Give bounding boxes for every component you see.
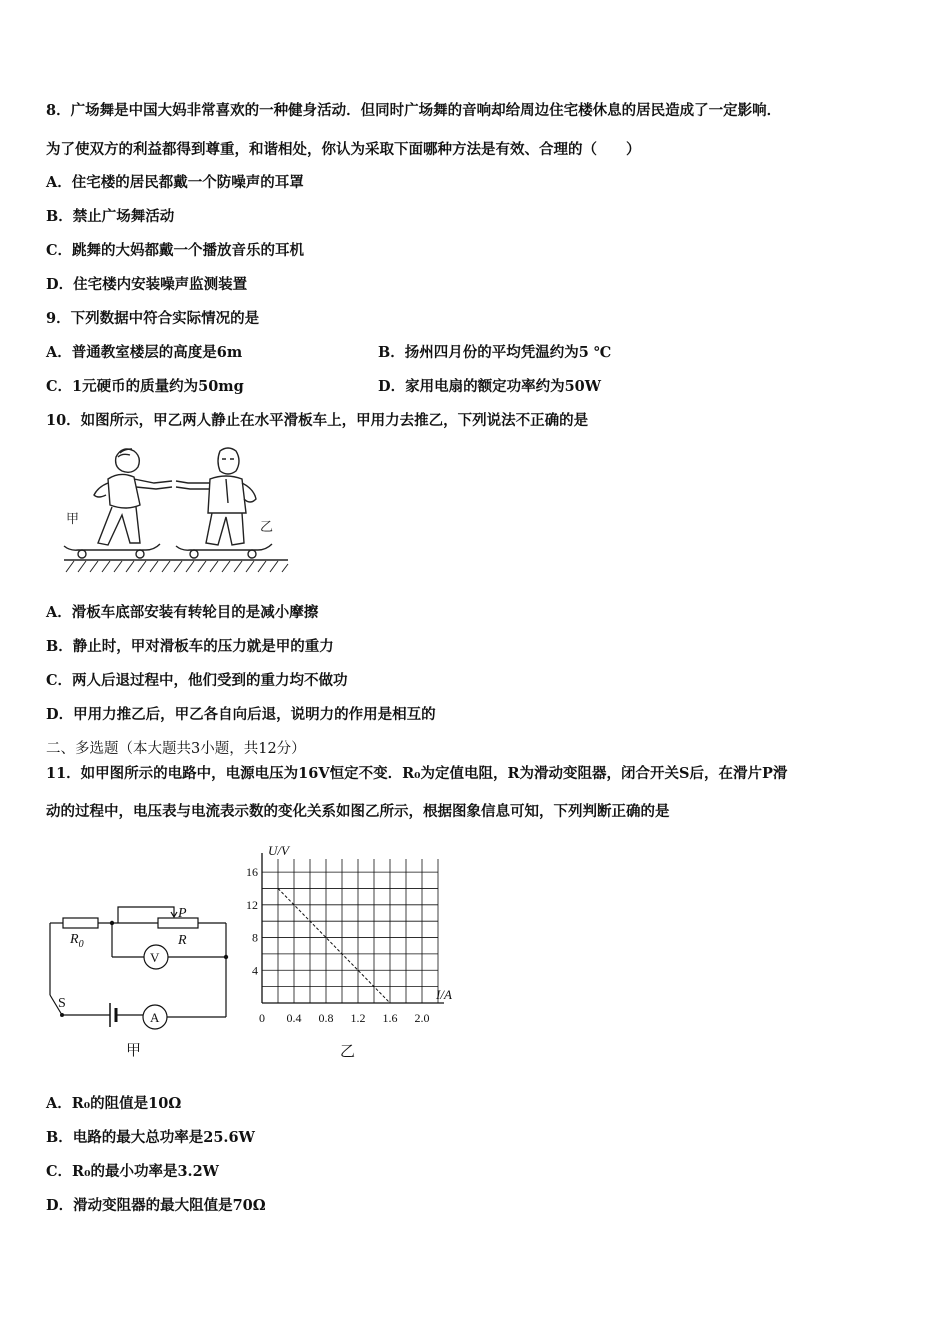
- chart-x-label: I/A: [436, 987, 452, 1002]
- q9-option-c: C．1元硬币的质量约为50mg: [46, 378, 244, 395]
- q10-stem: 10．如图所示，甲乙两人静止在水平滑板车上，甲用力去推乙，下列说法不正确的是: [46, 412, 589, 429]
- q11-option-b: B．电路的最大总功率是25.6W: [46, 1129, 255, 1146]
- q11-option-d: D．滑动变阻器的最大阻值是70Ω: [46, 1197, 266, 1214]
- q9-option-d: D．家用电扇的额定功率约为50W: [378, 378, 602, 395]
- y-tick-label: 12: [246, 897, 258, 912]
- chart-ticks: [246, 865, 430, 1025]
- q9-stem: 9．下列数据中符合实际情况的是: [46, 310, 260, 327]
- q8-stem-line2: 为了使双方的利益都得到尊重，和谐相处，你认为采取下面哪种方法是有效、合理的（ ）: [46, 141, 641, 158]
- q9-option-a: A．普通教室楼层的高度是6m: [46, 344, 243, 361]
- y-tick-label: 16: [246, 865, 258, 880]
- q8-option-a: A．住宅楼的居民都戴一个防噪声的耳罩: [46, 174, 304, 191]
- chart-y-label: U/V: [268, 843, 289, 858]
- figure-label-jia: 甲: [66, 511, 80, 526]
- r-label: R: [178, 933, 187, 948]
- p-label: P: [178, 906, 187, 921]
- x-tick-label: 1.6: [382, 1011, 398, 1025]
- u-i-chart: [230, 830, 480, 1065]
- q8-option-d: D．住宅楼内安装噪声监测装置: [46, 276, 248, 293]
- person-jia: [94, 449, 172, 545]
- right-skateboard: [176, 544, 272, 558]
- q8-option-b: B．禁止广场舞活动: [46, 208, 175, 225]
- u-i-series-line: [278, 888, 390, 1003]
- x-tick-label: 0.8: [318, 1011, 334, 1025]
- skateboard-figure: [60, 443, 292, 575]
- r0-resistor: [63, 918, 98, 928]
- x-tick-label: 0.4: [286, 1011, 302, 1025]
- q10-option-b: B．静止时，甲对滑板车的压力就是甲的重力: [46, 638, 334, 655]
- chart-grid: [262, 859, 438, 1003]
- x-tick-label: 1.2: [350, 1011, 366, 1025]
- ammeter-label: A: [150, 1010, 160, 1025]
- voltmeter-label: V: [150, 950, 160, 965]
- circuit-diagram: [40, 895, 240, 1065]
- circuit-caption: 甲: [126, 1043, 142, 1059]
- q11-stem-line1: 11．如甲图所示的电路中，电源电压为16V恒定不变．R₀为定值电阻，R为滑动变阻器，闭合开关S后，在滑片P滑: [46, 765, 788, 782]
- person-yi: [176, 448, 256, 545]
- q9-option-b: B．扬州四月份的平均凭温约为5 ℃: [378, 344, 612, 361]
- q10-option-a: A．滑板车底部安装有转轮目的是减小摩擦: [46, 604, 319, 621]
- q11-option-a: A．R₀的阻值是10Ω: [46, 1095, 182, 1112]
- x-tick-label: 2.0: [414, 1011, 430, 1025]
- ground-hatching: [66, 561, 288, 572]
- s-label: S: [58, 996, 66, 1011]
- chart-caption: 乙: [340, 1044, 356, 1060]
- q8-stem-line1: 8．广场舞是中国大妈非常喜欢的一种健身活动．但同时广场舞的音响却给周边住宅楼休息的居民造成了一定影响．: [46, 102, 782, 119]
- chart-axes: [262, 853, 444, 1003]
- q10-option-d: D．甲用力推乙后，甲乙各自向后退，说明力的作用是相互的: [46, 706, 436, 723]
- left-skateboard: [64, 544, 160, 558]
- r0-label: $R_0$: [70, 932, 84, 950]
- q11-stem-line2: 动的过程中，电压表与电流表示数的变化关系如图乙所示，根据图象信息可知，下列判断正确的是: [46, 803, 670, 820]
- q10-option-c: C．两人后退过程中，他们受到的重力均不做功: [46, 672, 348, 689]
- y-tick-label: 4: [252, 963, 258, 978]
- q8-option-c: C．跳舞的大妈都戴一个播放音乐的耳机: [46, 242, 305, 259]
- q11-option-c: C．R₀的最小功率是3.2W: [46, 1163, 219, 1180]
- figure-label-yi: 乙: [260, 519, 274, 534]
- x-tick-label: 0: [259, 1011, 265, 1025]
- y-tick-label: 8: [252, 930, 258, 945]
- section-title: 二、多选题（本大题共3小题，共12分）: [46, 741, 306, 757]
